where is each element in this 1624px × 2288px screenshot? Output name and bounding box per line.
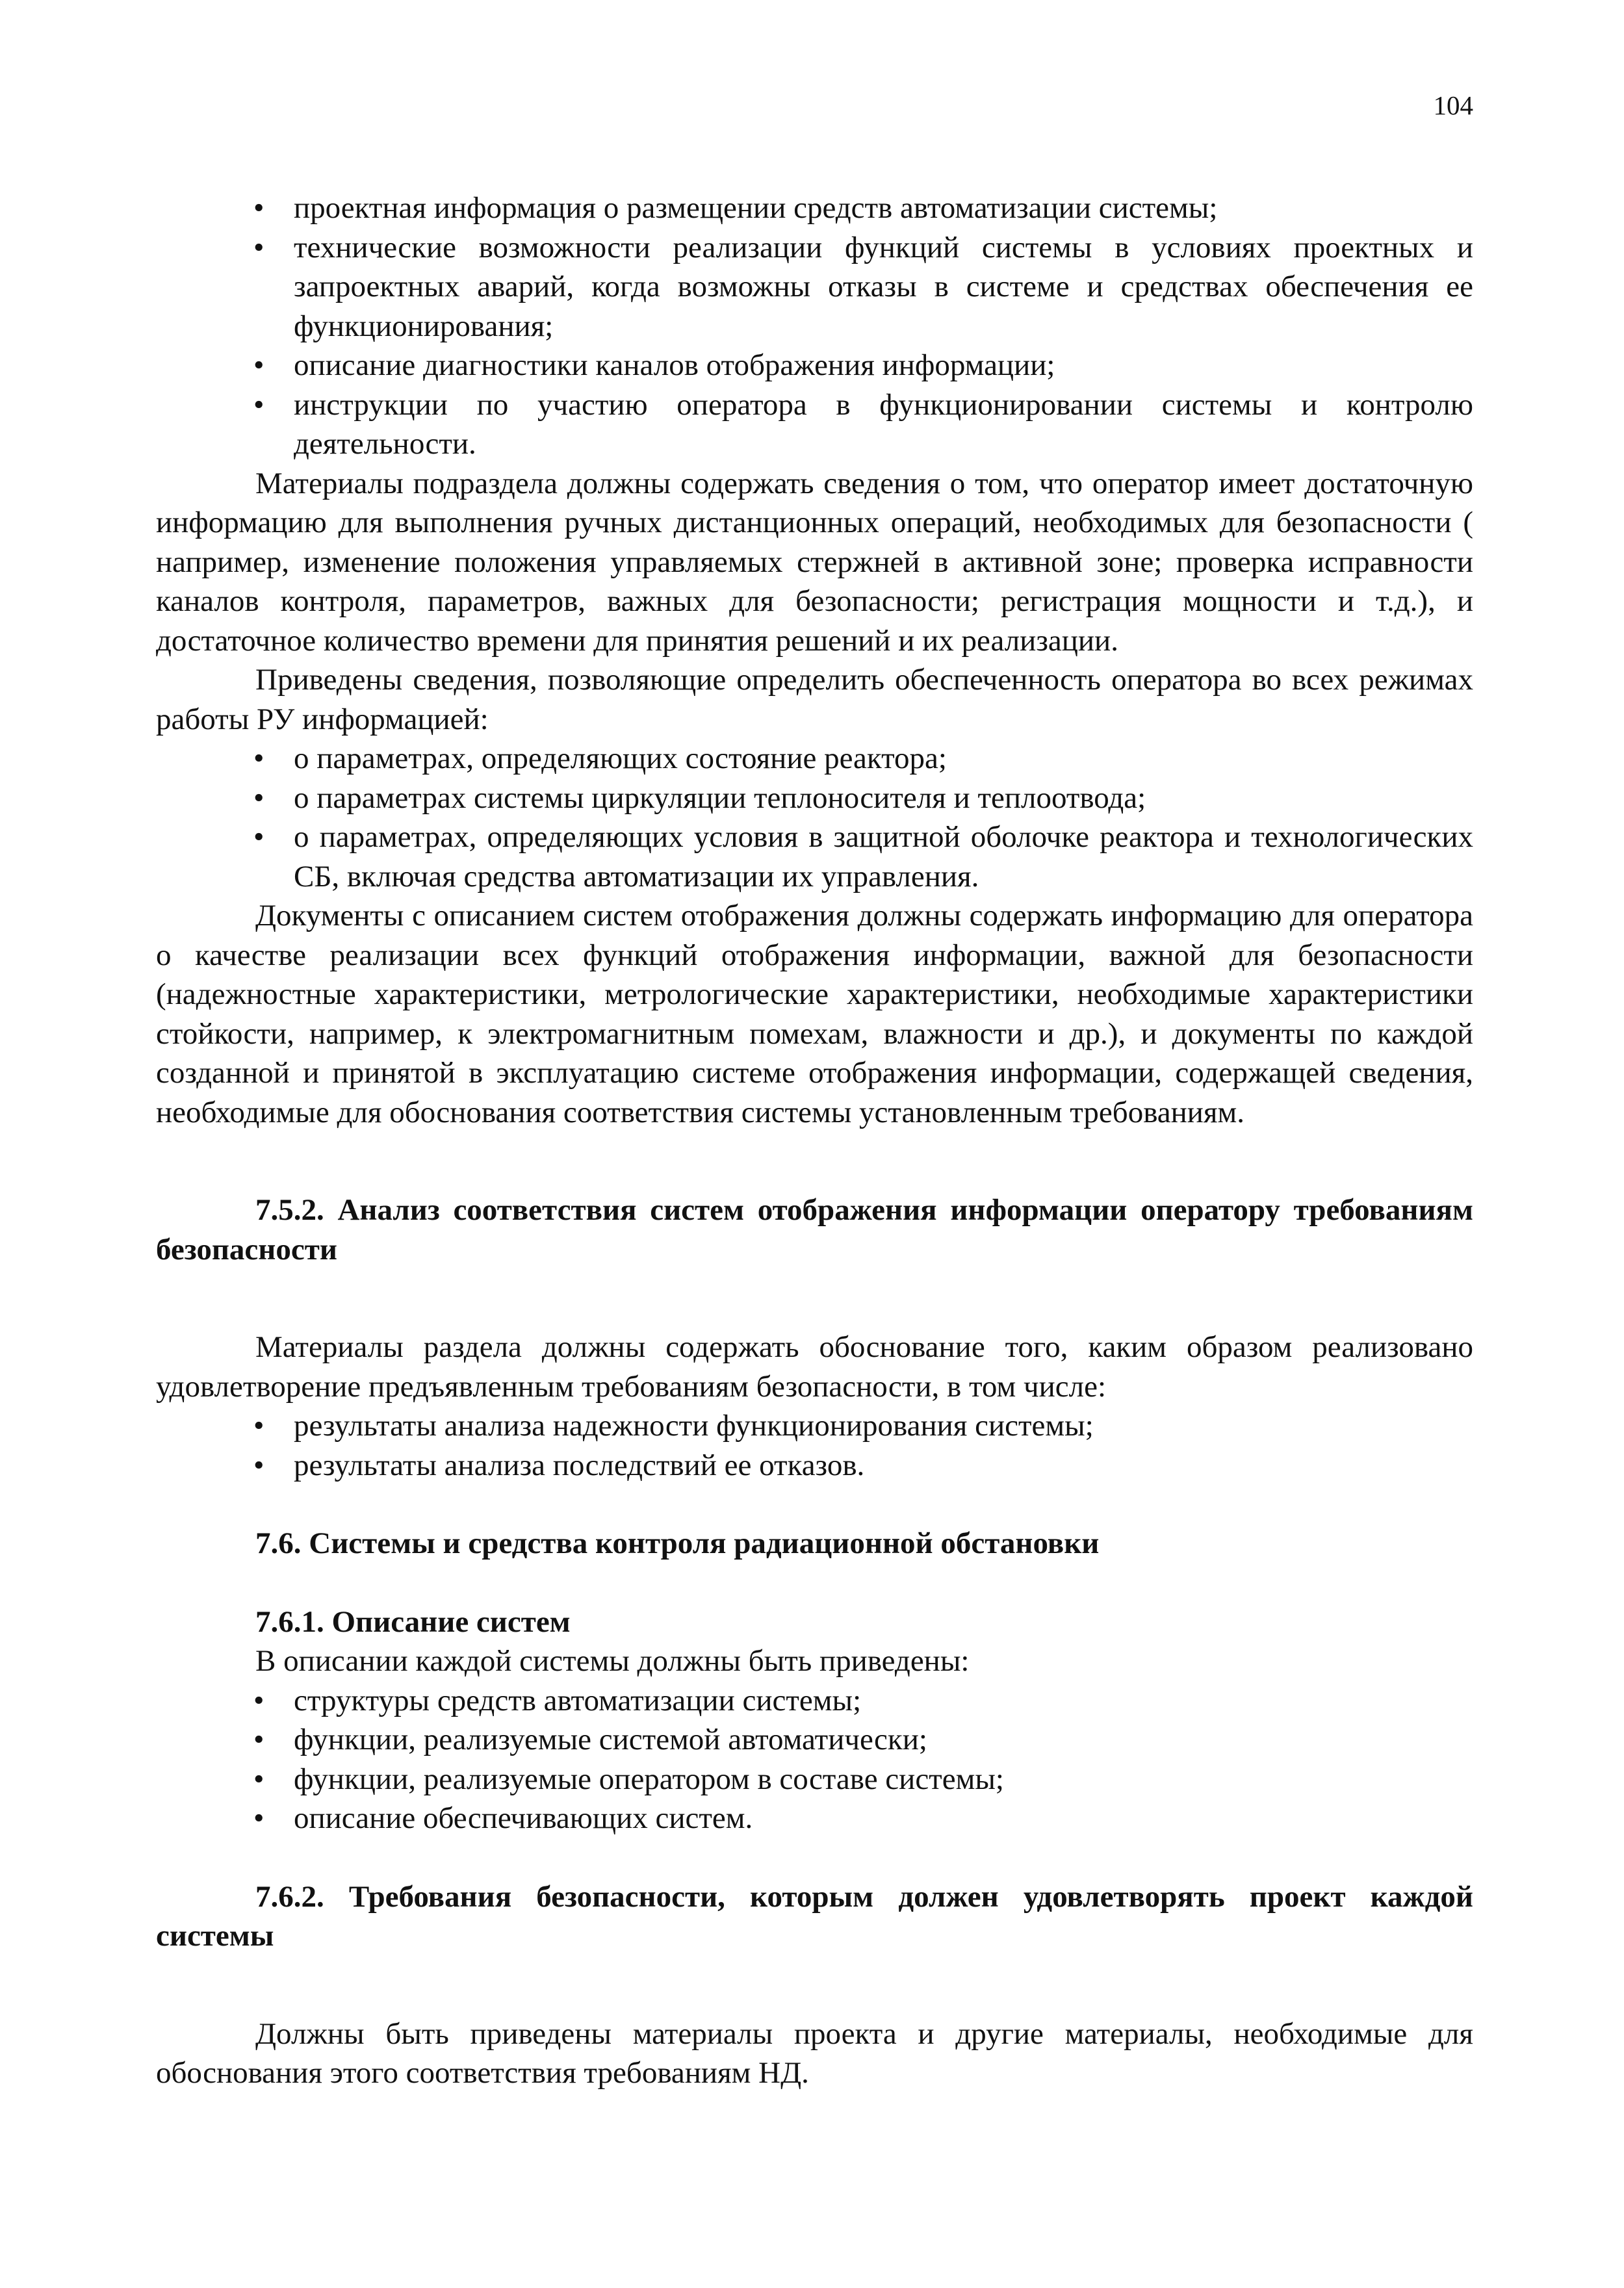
section-heading-7-6: 7.6. Системы и средства контроля радиационной обстановки [255,1526,1100,1560]
spacer [156,1956,1473,2014]
paragraph-system-description: В описании каждой системы должны быть приведены: [255,1644,970,1678]
paragraph-operator-information: Материалы подраздела должны содержать сведения о том, что оператор имеет достаточную информацию для выполнения ручных дистанционных операций, необходимых для безопасности ( например, изменение положения управляемых стержней в активной зоне; проверка исправности каналов контроля, параметров, важных для безопасности; регистрация мощности и т.д.), и достаточное количество времени для принятия решений и их реализации. [156,466,1473,658]
spacer [156,1132,1473,1190]
bullet-list-analysis-results [156,1406,1473,1485]
page-number: 104 [1433,90,1473,120]
list-item: • описание обеспечивающих систем. [156,1799,1473,1838]
spacer [156,1563,1473,1602]
bullet-list-design-info [156,188,1473,464]
list-item: • функции, реализуемые системой автоматически; [156,1720,1473,1760]
list-item: • технические возможности реализации функций системы в условиях проектных и запроектных аварий, когда возможны отказы в системе и средствах обеспечения ее функционирования; [156,228,1473,346]
spacer [156,1485,1473,1524]
paragraph-operator-provision: Приведены сведения, позволяющие определить обеспеченность оператора во всех режимах работы РУ информацией: [156,663,1473,736]
spacer [156,1838,1473,1877]
list-item: • результаты анализа последствий ее отказов. [156,1446,1473,1485]
bullet-list-system-description [156,1681,1473,1838]
list-item: • структуры средств автоматизации системы; [156,1681,1473,1721]
paragraph-section-materials: Материалы раздела должны содержать обоснование того, каким образом реализовано удовлетворение предъявленным требованиям безопасности, в том числе: [156,1330,1473,1404]
page-content [156,188,1473,2093]
spacer [156,1269,1473,1328]
list-item: • инструкции по участию оператора в функционировании системы и контролю деятельности. [156,385,1473,464]
list-item: • о параметрах системы циркуляции теплоносителя и теплоотвода; [156,778,1473,818]
bullet-list-parameters [156,739,1473,896]
section-heading-7-6-2: 7.6.2. Требования безопасности, которым должен удовлетворять проект каждой системы [156,1879,1473,1953]
list-item: • функции, реализуемые оператором в составе системы; [156,1760,1473,1799]
paragraph-display-documents: Документы с описанием систем отображения должны содержать информацию для оператора о качестве реализации всех функций отображения информации, важной для безопасности (надежностные характеристики, метрологические характеристики, необходимые характеристики стойкости, например, к электромагнитным помехам, влажности и др.), и документы по каждой созданной и принятой в эксплуатацию системе отображения информации, содержащей сведения, необходимые для обоснования соответствия системы установленным требованиям. [156,899,1473,1129]
section-heading-7-6-1: 7.6.1. Описание систем [255,1604,571,1639]
section-heading-7-5-2: 7.5.2. Анализ соответствия систем отображения информации оператору требованиям безопасности [156,1193,1473,1266]
list-item: • результаты анализа надежности функционирования системы; [156,1406,1473,1446]
list-item: • о параметрах, определяющих условия в защитной оболочке реактора и технологических СБ, включая средства автоматизации их управления. [156,817,1473,896]
list-item: • проектная информация о размещении средств автоматизации системы; [156,188,1473,228]
paragraph-project-materials: Должны быть приведены материалы проекта и другие материалы, необходимые для обоснования этого соответствия требованиям НД. [156,2016,1473,2090]
list-item: • о параметрах, определяющих состояние реактора; [156,739,1473,778]
list-item: • описание диагностики каналов отображения информации; [156,346,1473,385]
